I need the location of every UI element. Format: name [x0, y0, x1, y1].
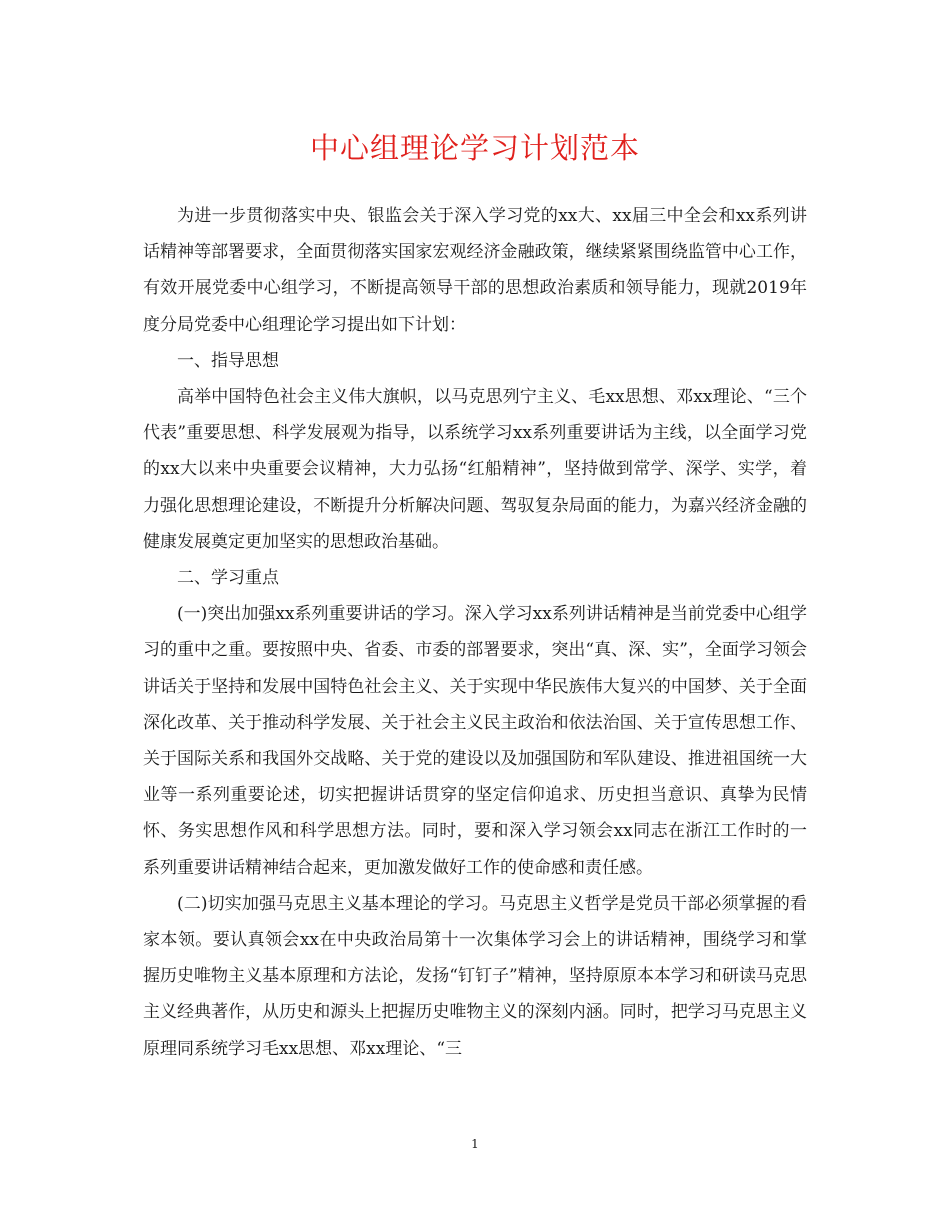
- paragraph-focus-one: (一)突出加强xx系列重要讲话的学习。深入学习xx系列讲话精神是当前党委中心组学习的重中之重。要按照中央、省委、市委的部署要求，突出“真、深、实”，全面学习领会讲话关于坚持和发展中国特色社会主义、关于实现中华民族伟大复兴的中国梦、关于全面深化改革、关于推动科学发展、关于社会主义民主政治和依法治国、关于宣传思想工作、关于国际关系和我国外交战略、关于党的建设以及加强国防和军队建设、推进祖国统一大业等一系列重要论述，切实把握讲话贯穿的坚定信仰追求、历史担当意识、真挚为民情怀、务实思想作风和科学思想方法。同时，要和深入学习领会xx同志在浙江工作时的一系列重要讲话精神结合起来，更加激发做好工作的使命感和责任感。: [143, 604, 807, 878]
- document-body: [143, 198, 807, 1067]
- section-heading-study-focus: 二、学习重点: [177, 568, 279, 589]
- paragraph-guiding-thought: 高举中国特色社会主义伟大旗帜，以马克思列宁主义、毛xx思想、邓xx理论、“三个代表”重要思想、科学发展观为指导，以系统学习xx系列重要讲话为主线，以全面学习党的xx大以来中央重要会议精神，大力弘扬“红船精神”，坚持做到常学、深学、实学，着力强化思想理论建设，不断提升分析解决问题、驾驭复杂局面的能力，为嘉兴经济金融的健康发展奠定更加坚实的思想政治基础。: [143, 387, 807, 552]
- document-title: 中心组理论学习计划范本: [309, 131, 640, 165]
- section-heading-guiding-thought: 一、指导思想: [177, 350, 279, 371]
- page-number: 1: [471, 1137, 479, 1151]
- paragraph-intro: 为进一步贯彻落实中央、银监会关于深入学习党的xx大、xx届三中全会和xx系列讲话精神等部署要求，全面贯彻落实国家宏观经济金融政策，继续紧紧围绕监管中心工作，有效开展党委中心组学习，不断提高领导干部的思想政治素质和领导能力，现就2019年度分局党委中心组理论学习提出如下计划：: [143, 206, 807, 335]
- paragraph-focus-two: (二)切实加强马克思主义基本理论的学习。马克思主义哲学是党员干部必须掌握的看家本领。要认真领会xx在中央政治局第十一次集体学习会上的讲话精神，围绕学习和掌握历史唯物主义基本原理和方法论，发扬“钉钉子”精神，坚持原原本本学习和研读马克思主义经典著作，从历史和源头上把握历史唯物主义的深刻内涵。同时，把学习马克思主义原理同系统学习毛xx思想、邓xx理论、“三: [143, 893, 807, 1059]
